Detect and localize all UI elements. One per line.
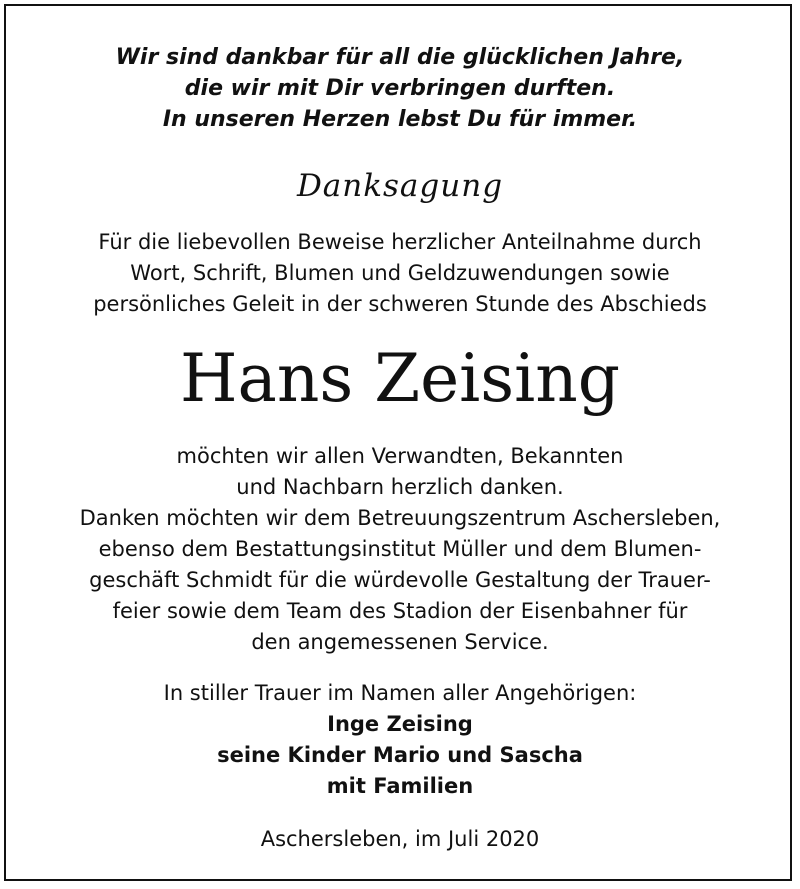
motto-verse: [0, 42, 800, 135]
mourner-name: mit Familien: [326, 774, 474, 798]
mourners-intro: In stiller Trauer im Namen aller Angehörigen:: [163, 681, 637, 705]
thanks-line: feier sowie dem Team des Stadion der Eisenbahner für: [112, 599, 688, 623]
intro-line: Für die liebevollen Beweise herzlicher Anteilnahme durch: [98, 230, 702, 254]
motto-line: die wir mit Dir verbringen durften.: [184, 76, 616, 101]
thanks-line: und Nachbarn herzlich danken.: [236, 475, 564, 499]
intro-line: persönliches Geleit in der schweren Stunde des Abschieds: [93, 292, 707, 316]
thanks-line: möchten wir allen Verwandten, Bekannten: [176, 444, 624, 468]
mourners-section: [0, 678, 800, 802]
mourner-name: seine Kinder Mario und Sascha: [217, 743, 583, 767]
motto-line: Wir sind dankbar für all die glücklichen Jahre,: [115, 45, 685, 70]
thanks-paragraph: [0, 441, 800, 658]
intro-line: Wort, Schrift, Blumen und Geldzuwendungen sowie: [130, 261, 670, 285]
thanks-line: geschäft Schmidt für die würdevolle Gestaltung der Trauer-: [89, 568, 711, 592]
deceased-name: Hans Zeising: [179, 340, 621, 417]
thanks-line: ebenso dem Bestattungsinstitut Müller und dem Blumen-: [98, 537, 702, 561]
thanks-line: den angemessenen Service.: [251, 630, 549, 654]
mourner-name: Inge Zeising: [327, 712, 473, 736]
notice-heading: Danksagung: [296, 168, 504, 204]
intro-paragraph: [0, 227, 800, 320]
place-date: Aschersleben, im Juli 2020: [260, 827, 540, 851]
motto-line: In unseren Herzen lebst Du für immer.: [162, 107, 638, 132]
thanks-line: Danken möchten wir dem Betreuungszentrum Aschersleben,: [79, 506, 721, 530]
